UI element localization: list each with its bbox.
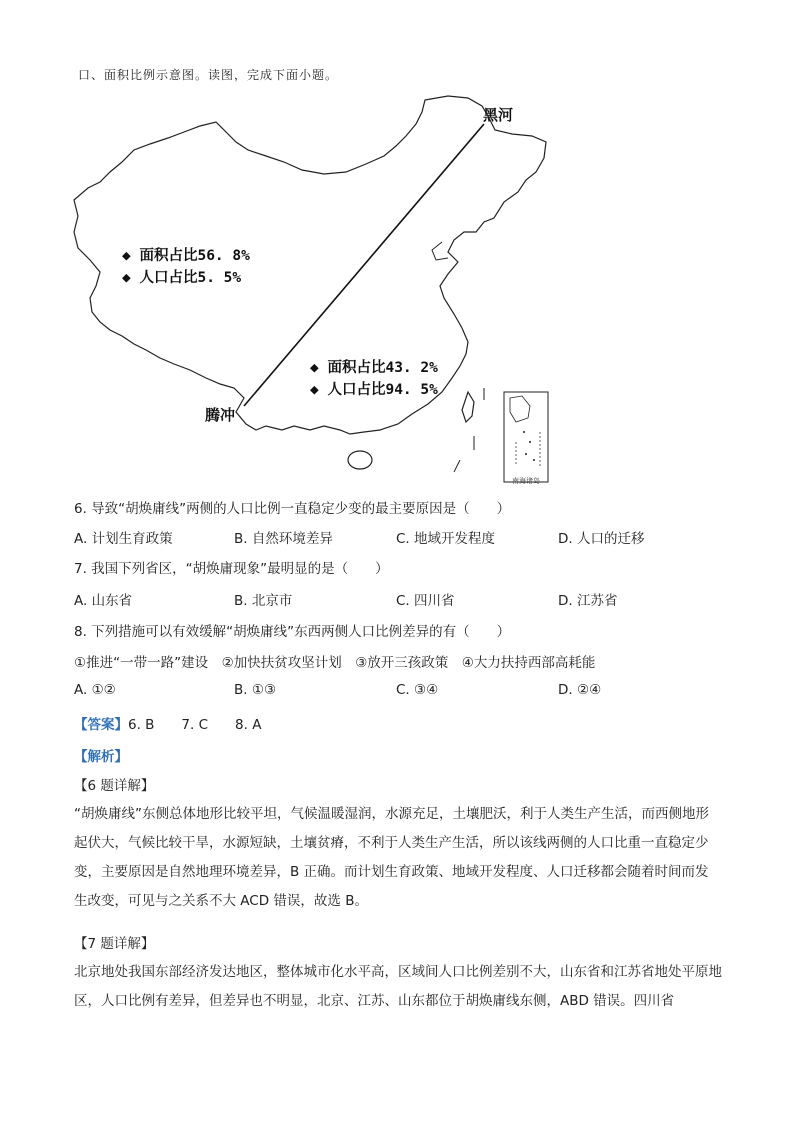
q7-option-d: D. 江苏省 xyxy=(558,593,618,609)
inset-label: 南海诸岛 xyxy=(512,477,540,485)
sea-boundary-dash xyxy=(454,460,460,472)
inset-island-dot xyxy=(523,431,525,433)
q8-option-b: B. ①③ xyxy=(234,682,277,698)
detail-6-text: “胡焕庸线”东侧总体地形比较平坦，气候温暖湿润，水源充足，土壤肥沃，利于人类生产生活，而西侧地形起伏大，气候比较干旱，水源短缺，土壤贫瘠，不利于人类生产生活，所以该线两侧的人口比重一直稳定少变，主要原因是自然地理环境差异，B 正确。而计划生育政策、地域开发程度、人口迁移都会随着时间而发生改变，可见与之关系不大 ACD 错误，故选 B。 xyxy=(74,806,709,909)
answer-text: 6. B 7. C 8. A xyxy=(128,717,262,733)
q6-option-b: B. 自然环境差异 xyxy=(234,531,333,547)
question-7-stem: 7. 我国下列省区，“胡焕庸现象”最明显的是（ ） xyxy=(74,561,389,577)
inset-island-dot xyxy=(529,441,531,443)
taiwan-island xyxy=(462,392,474,422)
question-8-measures: ①推进“一带一路”建设 ②加快扶贫攻坚计划 ③放开三孩政策 ④大力扶持西部高耗能 xyxy=(74,655,596,671)
inset-island-dot xyxy=(533,459,535,461)
intro-text: 口、面积比例示意图。读图，完成下面小题。 xyxy=(78,68,339,82)
q6-option-c: C. 地域开发程度 xyxy=(396,531,496,547)
question-8-stem: 8. 下列措施可以有效缓解“胡焕庸线”东西两侧人口比例差异的有（ ） xyxy=(74,624,511,640)
q7-option-c: C. 四川省 xyxy=(396,593,455,609)
detail-7-label: 【7 题详解】 xyxy=(74,936,155,952)
south-sea-inset xyxy=(504,392,548,482)
question-6-stem: 6. 导致“胡焕庸线”两侧的人口比例一直稳定少变的最主要原因是（ ） xyxy=(74,501,511,517)
answer-line xyxy=(74,713,261,733)
answer-label: 【答案】 xyxy=(74,717,128,733)
q6-option-d: D. 人口的迁移 xyxy=(558,531,645,547)
q7-option-a: A. 山东省 xyxy=(74,593,133,609)
detail-6-label: 【6 题详解】 xyxy=(74,778,155,794)
bohai-bay-line xyxy=(432,242,448,260)
q8-option-a: A. ①② xyxy=(74,682,116,698)
analysis-label: 【解析】 xyxy=(74,749,128,765)
hainan-island xyxy=(348,451,372,469)
east-area-ratio: ◆ 面积占比43. 2% xyxy=(310,360,438,376)
city-label-tengchong: 腾冲 xyxy=(205,406,236,424)
detail-7-text: 北京地处我国东部经济发达地区，整体城市化水平高，区域间人口比例差别不大，山东省和江苏省地处平原地区，人口比例有差异，但差异也不明显，北京、江苏、山东都位于胡焕庸线东侧，ABD 错误。四川省 xyxy=(74,964,722,1009)
west-population-ratio: ◆ 人口占比5. 5% xyxy=(122,270,242,286)
q6-option-a: A. 计划生育政策 xyxy=(74,531,173,547)
q8-option-c: C. ③④ xyxy=(396,682,439,698)
west-area-ratio: ◆ 面积占比56. 8% xyxy=(122,248,250,264)
inset-island-dot xyxy=(525,453,527,455)
china-outline-map xyxy=(70,92,550,484)
city-label-heihe: 黑河 xyxy=(483,106,514,124)
q8-option-d: D. ②④ xyxy=(558,682,602,698)
east-population-ratio: ◆ 人口占比94. 5% xyxy=(310,382,438,398)
q7-option-b: B. 北京市 xyxy=(234,593,293,609)
china-map-figure xyxy=(70,92,550,484)
